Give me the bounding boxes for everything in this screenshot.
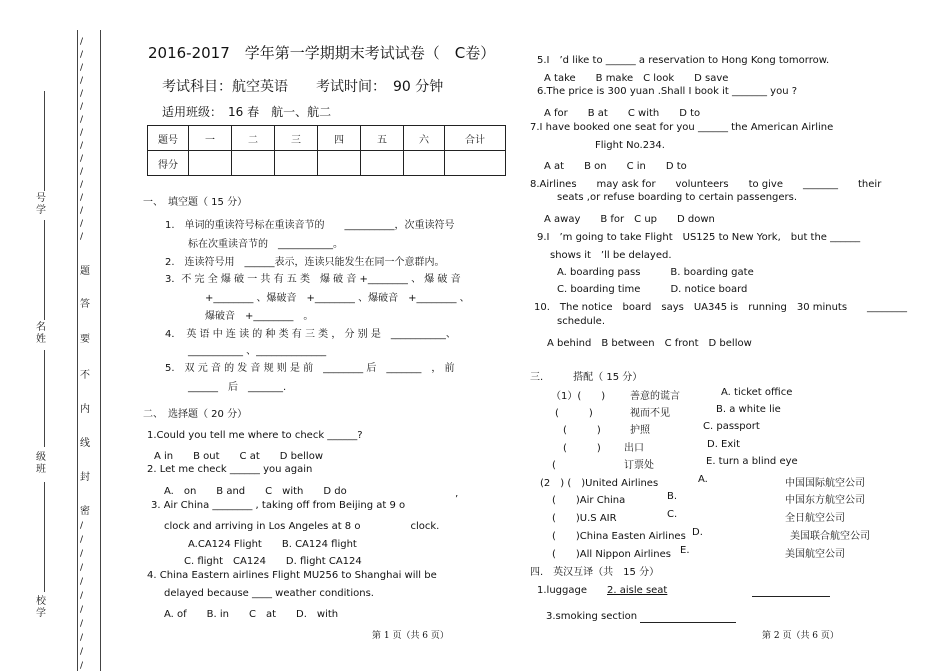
label-rule [44,220,45,320]
table-cell: 三 [275,126,318,151]
q9: 9.I ’m going to take Flight US125 to New York, but the ______ [537,232,861,243]
match-item: E. [680,545,690,556]
label-student-id: 号学 [36,193,46,216]
binding-line-inner [100,30,101,671]
q5-options: A take B make C look D save [544,73,729,84]
seal-char: 题 [80,266,90,277]
label-rule [44,350,45,447]
slash-mark: / [80,633,84,643]
match-item: C. passport [703,421,760,432]
binding-line-outer [77,30,78,671]
match-answer-slot[interactable]: ( )All Nippon Airlines [552,549,671,560]
q9-cont: shows it ’ll be delayed. [550,250,672,261]
slash-mark: / [80,102,84,112]
page-number-left: 第 1 页（共 6 页） [372,631,449,641]
score-input-6[interactable] [404,151,445,176]
match-item: 全日航空公司 [785,513,845,524]
slash-mark: / [80,521,84,531]
table-cell: 四 [318,126,361,151]
table-cell: 题号 [148,126,189,151]
match-item: B. a white lie [716,404,781,415]
match-item: 美国航空公司 [785,549,845,560]
score-input-4[interactable] [318,151,361,176]
q10-options: A behind B between C front D bellow [547,338,752,349]
s1-line: ___________ 、______________ [188,346,327,357]
slash-mark: / [80,577,84,587]
table-cell: 六 [404,126,445,151]
s2-apostrophe: ’ [455,494,459,505]
q7: 7.I have booked one seat for you ______ the American Airline [530,122,834,133]
s2-line: clock and arriving in Los Angeles at 8 o clock. [164,521,440,532]
seal-char: 内 [80,404,90,415]
table-cell: 一 [189,126,232,151]
slash-mark: / [80,535,84,545]
match-item: D. Exit [707,439,740,450]
match-answer-slot[interactable]: ( )U.S AIR [552,513,617,524]
score-table-score-row [148,151,506,176]
score-input-5[interactable] [361,151,404,176]
q5: 5.I ’d like to ______ a reservation to Hong Kong tomorrow. [537,55,830,66]
slash-mark: / [80,232,84,242]
slash-mark: / [80,661,84,671]
score-table-header-row [148,126,506,151]
s2-line: 3. Air China ________ , taking off from Beijing at 9 o [151,500,406,511]
s1-line: ______ 后 _______. [188,382,287,393]
match-item: 视而不见 [630,408,670,419]
table-cell: 得分 [148,151,189,176]
s1-line: 5. 双 元 音 的 发 音 规 则 是 前 ________ 后 _______ ， 前 [165,363,455,374]
s2-line: C. flight CA124 D. flight CA124 [184,556,362,567]
slash-mark: / [80,206,84,216]
s2-line: delayed because ____ weather conditions. [164,588,374,599]
s2-line: A. of B. in C at D. with [164,609,339,620]
match-item: E. turn a blind eye [706,456,798,467]
s1-line: 标在次重读音节的 ___________。 [188,239,343,250]
slash-mark: / [80,563,84,573]
label-rule [44,91,45,191]
slash-mark: / [80,76,84,86]
slash-mark: / [80,154,84,164]
q10-cont: schedule. [557,316,605,327]
answer-blank[interactable] [752,596,830,597]
s1-line: 2. 连读符号用 ______表示，连读只能发生在同一个意群内。 [165,257,445,268]
q8: 8.Airlines may ask for volunteers to give _______ their [530,179,882,190]
label-school: 校学 [36,596,46,619]
section2-heading: 二、 选择题（ 20 分） [143,409,248,420]
s1-line: +________ 、爆破音 +________ 、爆破音 +________ 、 [205,293,470,304]
match-answer-slot[interactable]: （1）( ) [551,391,606,402]
match-answer-slot[interactable]: ( ) [563,425,601,436]
section3-heading: 三. 搭配（ 15 分） [530,372,643,383]
answer-blank[interactable] [640,622,736,623]
q9-options: C. boarding time D. notice board [557,284,748,295]
page-number-right: 第 2 页（共 6 页） [762,631,839,641]
match-answer-slot[interactable]: ( [552,460,596,471]
match-answer-slot[interactable]: ( )Air China [552,495,626,506]
exam-title: 2016-2017 学年第一学期期末考试试卷（ C卷） [148,44,496,62]
q7-options: A at B on C in D to [544,161,687,172]
seal-char: 线 [80,438,90,449]
section4-heading: 四. 英汉互译（共 15 分） [530,567,660,578]
table-cell: 五 [361,126,404,151]
slash-mark: / [80,128,84,138]
match-item: 美国联合航空公司 [790,531,870,542]
slash-mark: / [80,89,84,99]
s2-line: 4. China Eastern airlines Flight MU256 to Shanghai will be [147,570,437,581]
match-item: D. [692,527,703,538]
seal-char: 不 [80,370,90,381]
s2-line: A in B out C at D bellow [154,451,323,462]
match-answer-slot[interactable]: ( ) [563,443,601,454]
score-input-1[interactable] [189,151,232,176]
match-item: C. [667,509,678,520]
translate-item-2: 2. aisle seat [607,585,668,596]
s1-line: 3．不 完 全 爆 破 一 共 有 五 类 爆 破 音 +________ 、 爆 破 音 [165,274,461,285]
s1-line: 4． 英 语 中 连 读 的 种 类 有 三 类 ， 分 别 是 ___________、 [165,329,456,340]
table-cell: 二 [232,126,275,151]
q8-cont: seats ,or refuse boarding to certain passengers. [557,192,798,203]
label-rule [44,482,45,592]
s2-line: A.CA124 Flight B. CA124 flight [188,539,357,550]
slash-mark: / [80,219,84,229]
q9-options: A. boarding pass B. boarding gate [557,267,754,278]
q8-options: A away B for C up D down [544,214,715,225]
s1-line: 爆破音 +________ 。 [205,311,314,322]
match-item: B. [667,491,678,502]
q7-cont: Flight No.234. [595,140,665,151]
s2-line: A. on B and C with D do [164,486,347,497]
match-item: 订票处 [624,460,654,471]
slash-mark: / [80,549,84,559]
seal-char: 封 [80,472,90,483]
slash-mark: / [80,647,84,657]
match-answer-slot[interactable]: ( ) [555,408,593,419]
q10: 10. The notice board says UA345 is running 30 minuts ________ [534,302,908,313]
match-item: 中国东方航空公司 [785,495,865,506]
q6-options: A for B at C with D to [544,108,701,119]
slash-mark: / [80,605,84,615]
score-input-2[interactable] [232,151,275,176]
slash-mark: / [80,180,84,190]
match-answer-slot[interactable]: (2 ) ( )United Airlines [540,478,659,489]
slash-mark: / [80,115,84,125]
translate-item-1: 1.luggage [537,585,587,596]
slash-mark: / [80,619,84,629]
match-item: 出口 [624,443,644,454]
seal-char: 密 [80,506,90,517]
match-item: A. [698,474,708,485]
slash-mark: / [80,50,84,60]
slash-mark: / [80,37,84,47]
s2-line: 1.Could you tell me where to check ______? [147,430,363,441]
slash-mark: / [80,141,84,151]
table-cell: 合计 [445,126,506,151]
match-item: 护照 [630,425,650,436]
translate-item-3: 3.smoking section [546,611,638,622]
slash-mark: / [80,167,84,177]
slash-mark: / [80,193,84,203]
match-item: 中国国际航空公司 [785,478,865,489]
label-name: 名姓 [36,322,46,345]
s2-line: 2. Let me check ______ you again [147,464,313,475]
match-item: 善意的谎言 [630,391,680,402]
exam-classes: 适用班级： 16 春 航一、航二 [162,105,332,119]
seal-char: 答 [80,299,90,310]
slash-mark: / [80,63,84,73]
s1-line: 1. 单词的重读符号标在重读音节的 __________，次重读符号 [165,220,455,231]
score-input-3[interactable] [275,151,318,176]
match-answer-slot[interactable]: ( )China Easten Airlines [552,531,686,542]
score-input-total[interactable] [445,151,506,176]
score-table [147,125,506,176]
slash-mark: / [80,591,84,601]
label-class: 级班 [36,452,46,475]
exam-subject-time: 考试科目：航空英语 考试时间： 90 分钟 [162,79,444,95]
seal-char: 要 [80,334,90,345]
match-item: A. ticket office [721,387,793,398]
q6: 6.The price is 300 yuan .Shall I book it _______ you ? [537,86,798,97]
section1-heading: 一、 填空题（ 15 分） [143,197,248,208]
